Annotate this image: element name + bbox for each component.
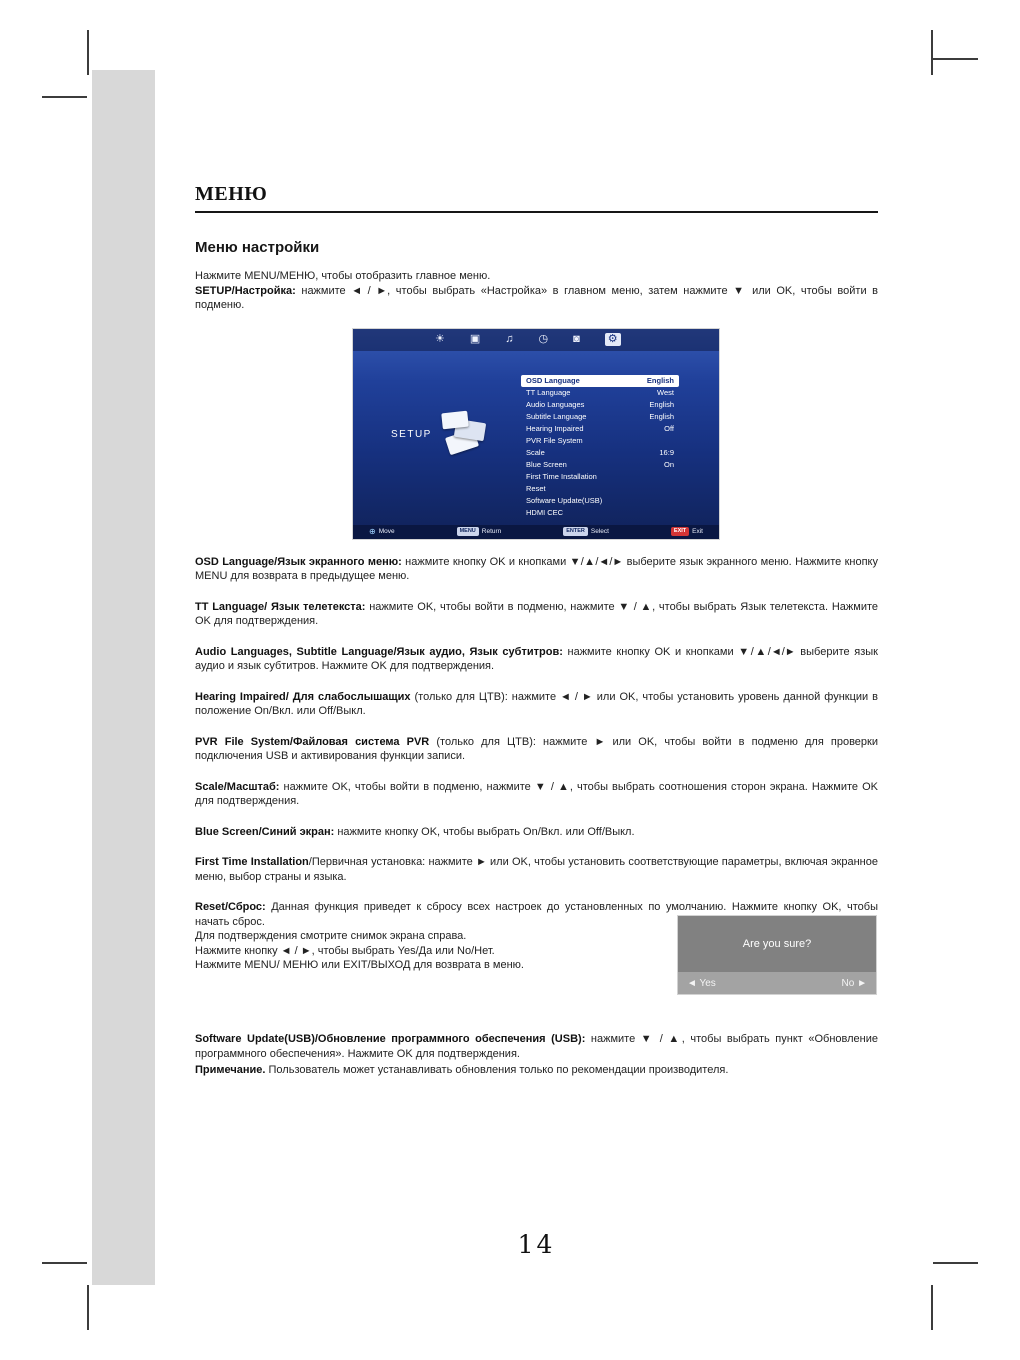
paragraph-text: Данная функция приведет к сбросу всех настроек до установленных по умолчанию. Нажмите кнопку OK, чтобы начать сброс.: [195, 901, 878, 928]
picture-icon: ☀: [435, 333, 445, 346]
tv-setup-label: SETUP: [391, 428, 432, 440]
tv-footer-label: Select: [590, 528, 609, 536]
tv-menu-item-label: Software Update(USB): [526, 496, 603, 506]
tv-footer-select: [563, 527, 609, 536]
tv-menu-item-value: 16:9: [659, 448, 674, 458]
paragraph-lead: Hearing Impaired/ Для слабослышащих: [195, 690, 411, 703]
setup-graphic-card: [441, 410, 469, 429]
paragraph-pvr-file-system: [195, 735, 878, 764]
crop-mark: [933, 1262, 978, 1264]
crop-mark: [42, 96, 87, 98]
tv-menu-item-label: TT Language: [526, 388, 571, 398]
software-update-section: [195, 1032, 878, 1078]
intro-line1: Нажмите MENU/МЕНЮ, чтобы отобразить главное меню.: [195, 270, 491, 282]
page-margin-bar: [92, 70, 155, 1285]
dialog-yes-option: ◄ Yes: [687, 977, 716, 989]
tv-footer-label: Return: [481, 528, 502, 536]
enter-key-badge: ENTER: [563, 527, 588, 536]
tv-menu-item: [521, 471, 679, 483]
tv-menu-item-label: Scale: [526, 448, 545, 458]
dialog-footer: [678, 972, 876, 994]
paragraph-tt-language: [195, 600, 878, 629]
tv-menu-item-label: Hearing Impaired: [526, 424, 584, 434]
paragraph-note: [195, 1063, 878, 1078]
dialog-no-option: No ►: [841, 977, 867, 989]
tv-footer-label: Exit: [692, 528, 703, 536]
tv-menu-item-label: HDMI CEC: [526, 508, 564, 518]
tv-menu-item-value: English: [646, 376, 674, 386]
are-you-sure-dialog: [678, 916, 876, 994]
intro-line2: нажмите ◄ / ►, чтобы выбрать «Настройка» в главном меню, затем нажмите ▼ или OK, чтобы войти в подменю.: [195, 284, 878, 312]
tv-menu-item-value: On: [663, 460, 674, 470]
crop-mark: [931, 30, 933, 75]
tv-menu-item: [521, 411, 679, 423]
paragraph-text: /Первичная установка: нажмите ► или OK, чтобы установить соответствующие параметры, включая экранное меню, выбор страны и языка.: [195, 856, 878, 883]
paragraph-text: (только для ЦТВ): нажмите ► или OK, чтобы войти в подменю для проверки подключения USB и активирования функции записи.: [195, 735, 878, 763]
crop-mark: [42, 1262, 87, 1264]
page-title: МЕНЮ: [195, 183, 878, 213]
paragraph-scale: [195, 780, 878, 809]
paragraph-blue-screen: [195, 825, 878, 840]
menu-key-badge: MENU: [457, 527, 479, 536]
tv-footer-label: Move: [378, 528, 395, 536]
tv-footer-move: [369, 528, 395, 536]
tv-menu-item: [521, 483, 679, 495]
tv-menu-item: [521, 387, 679, 399]
crop-mark: [931, 1285, 933, 1330]
tv-menu-item-label: Subtitle Language: [526, 412, 587, 422]
tv-menu-item: [521, 423, 679, 435]
setup-graphic: [439, 409, 489, 464]
paragraph-osd-language: [195, 555, 878, 584]
tv-menu-item-value: English: [649, 412, 674, 422]
tv-footer-exit: [671, 527, 703, 536]
dialog-title: Are you sure?: [742, 938, 812, 951]
crop-mark: [933, 58, 978, 60]
move-icon: ⊕: [369, 526, 376, 536]
paragraph-text: нажмите кнопку OK, чтобы выбрать On/Вкл. или Off/Выкл.: [334, 825, 635, 838]
tv-menu-list: [521, 375, 679, 519]
tv-menu-item: [521, 375, 679, 387]
paragraph-lead: Blue Screen/Синий экран:: [195, 825, 335, 838]
crop-mark: [87, 1285, 89, 1330]
paragraph-text: (только для ЦТВ): нажмите ◄ / ► или OK, чтобы установить уровень данной функции в положение On/Вкл. или Off/Выкл.: [195, 690, 878, 718]
tv-menu-item: [521, 459, 679, 471]
paragraph-lead: OSD Language/Язык экранного меню:: [195, 555, 402, 568]
paragraph-first-time-installation: [195, 855, 878, 884]
tv-menu-item: [521, 507, 679, 519]
lock-icon: ◙: [573, 333, 580, 346]
paragraph-audio-subtitle: [195, 645, 878, 674]
tv-menu-item-label: Reset: [526, 484, 546, 494]
tv-footer-return: [457, 527, 502, 536]
crop-mark: [87, 30, 89, 75]
paragraph-text: нажмите ▼ / ▲, чтобы выбрать пункт «Обновление программного обеспечения». Нажмите OK для подтверждения.: [195, 1033, 879, 1060]
paragraph-text: нажмите кнопку OK и кнопками ▼/▲/◄/► выберите язык экранного меню. Нажмите кнопку MENU для возврата в предыдущее меню.: [195, 555, 878, 583]
paragraph-lead: Примечание.: [195, 1064, 266, 1077]
page-number: 14: [517, 1230, 556, 1259]
intro-lead: SETUP/Настройка:: [195, 284, 296, 297]
exit-key-badge: EXIT: [671, 527, 689, 536]
paragraph-text: Пользователь может устанавливать обновления только по рекомендации производителя.: [265, 1064, 729, 1077]
tv-menu-item-value: English: [649, 400, 674, 410]
paragraph-lead: Audio Languages, Subtitle Language/Язык аудио, Язык субтитров:: [195, 645, 563, 658]
screen-icon: ▣: [469, 333, 481, 346]
tv-menu-item-value: Off: [664, 424, 674, 434]
tv-menu-item-label: OSD Language: [526, 376, 580, 386]
tv-osd-tab-bar: [353, 329, 719, 351]
tv-menu-item-label: First Time Installation: [526, 472, 597, 482]
paragraph-lead: TT Language/ Язык телетекста:: [195, 600, 366, 613]
paragraph-lead: Scale/Масштаб:: [195, 780, 280, 793]
tv-menu-item: [521, 435, 679, 447]
tv-menu-item-label: Audio Languages: [526, 400, 585, 410]
reset-section: [195, 900, 878, 1002]
paragraph-lead: PVR File System/Файловая система PVR: [195, 735, 430, 748]
paragraph-text: нажмите OK, чтобы войти в подменю, нажмите ▼ / ▲, чтобы выбрать соотношения сторон экрана. Нажмите OK для подтверждения.: [195, 780, 878, 808]
section-title: Меню настройки: [195, 239, 320, 256]
reset-line: Для подтверждения смотрите снимок экрана справа.: [195, 930, 467, 943]
tv-menu-item: [521, 447, 679, 459]
paragraph-lead: Reset/Сброс:: [195, 901, 266, 914]
reset-line: Нажмите MENU/ МЕНЮ или EXIT/ВЫХОД для возврата в меню.: [195, 959, 524, 972]
sound-icon: ♫: [505, 333, 514, 346]
tv-osd-footer: [353, 525, 719, 539]
paragraph-lead: First Time Installation: [195, 856, 309, 869]
page-content: [195, 183, 878, 1078]
tv-osd-screenshot: [353, 329, 719, 539]
tv-menu-item: [521, 495, 679, 507]
intro-paragraph: [195, 269, 878, 313]
reset-line: Нажмите кнопку ◄ / ►, чтобы выбрать Yes/Да или No/Нет.: [195, 944, 495, 957]
paragraph-software-update: [195, 1032, 878, 1061]
time-icon: ◷: [538, 333, 549, 346]
paragraph-text: нажмите кнопку OK и кнопками ▼/▲/◄/► выберите язык аудио и язык субтитров. Нажмите OK для подтверждения.: [195, 645, 878, 673]
paragraph-hearing-impaired: [195, 690, 878, 719]
paragraph-lead: Software Update(USB)/Обновление программного обеспечения (USB):: [195, 1033, 586, 1046]
setup-icon: ⚙: [605, 333, 621, 346]
tv-menu-item-label: Blue Screen: [526, 460, 567, 470]
tv-menu-item-value: West: [657, 388, 674, 398]
tv-menu-item-label: PVR File System: [526, 436, 583, 446]
tv-menu-item: [521, 399, 679, 411]
paragraph-text: нажмите OK, чтобы войти в подменю, нажмите ▼ / ▲, чтобы выбрать Язык телетекста. Нажмите OK для подтверждения.: [195, 600, 878, 628]
